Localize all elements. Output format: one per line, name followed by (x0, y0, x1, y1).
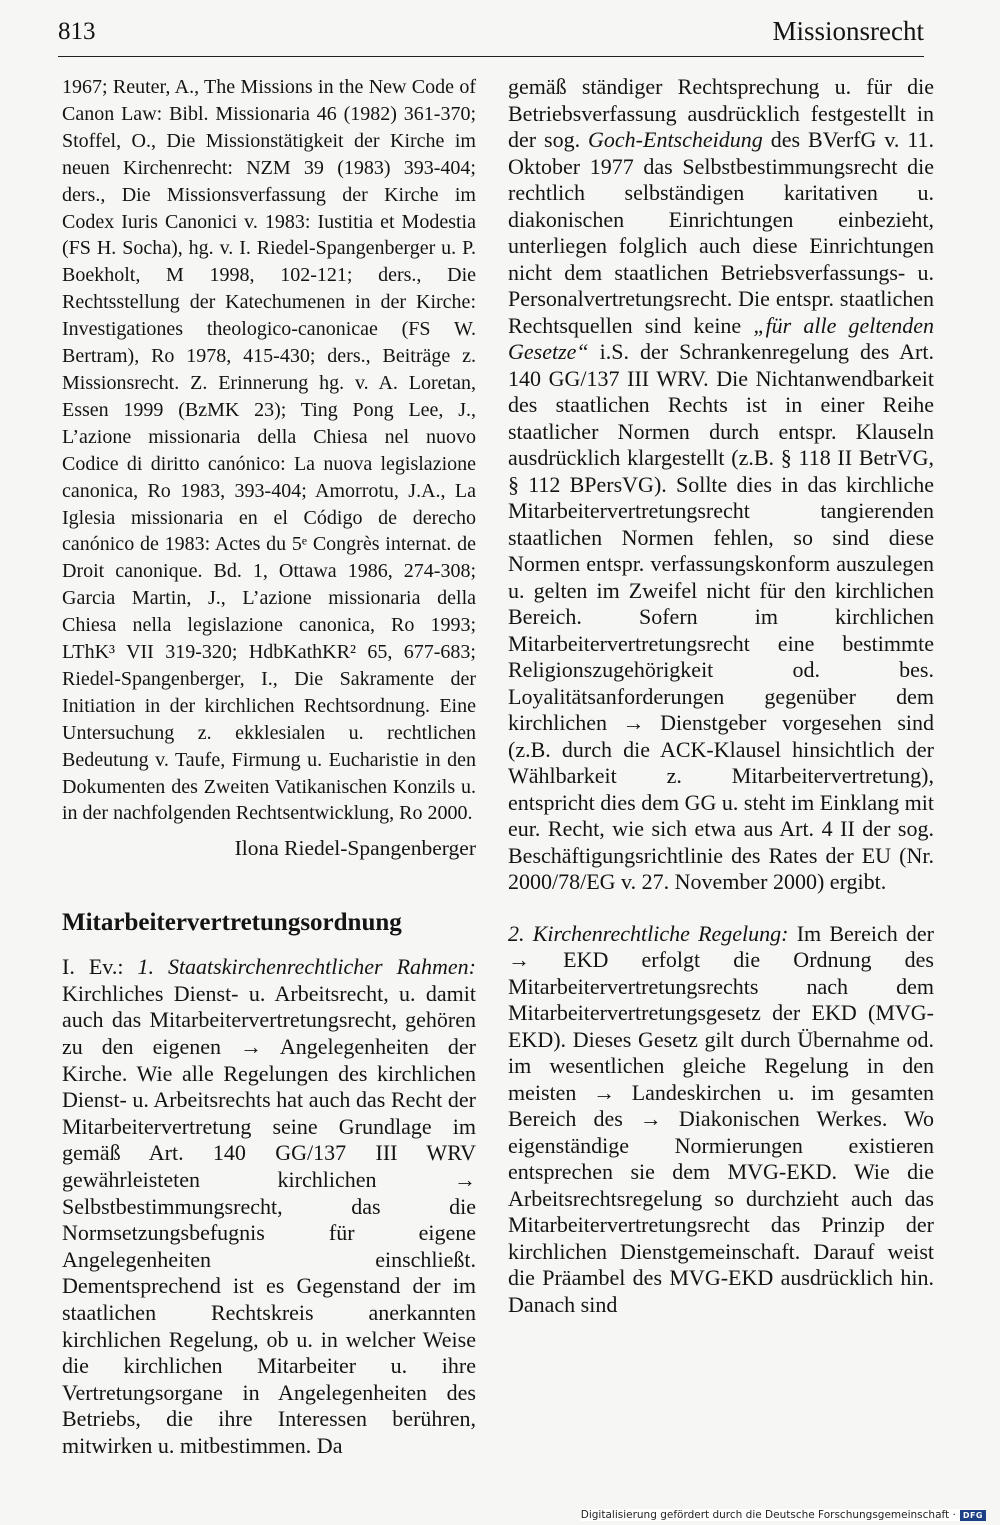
section-1-label: I. Ev.: (62, 954, 138, 980)
footer-text: Digitalisierung gefördert durch die Deutsche Forschungsgemeinschaft · (580, 1509, 956, 1521)
right-text-1: gemäß ständiger Rechtsprechung u. für die Betriebsverfassung ausdrücklich festgestellt in der sog. (508, 74, 934, 152)
section-1-text: Kirchliches Dienst- u. Arbeitsrecht, u. damit auch das Mitarbeitervertretungsrecht, gehören zu den eigenen → Angelegenheiten der Kirche. Wie alle Regelungen des kirchlichen Dienst- u. Arbeitsrechts hat auch das Recht der Mitarbeitervertretung seine Grundlage im gemäß Art. 140 GG/137 III WRV gewährleisteten kirchlichen → Selbstbestimmungsrecht, das die Normsetzungsbefugnis für eigene Angelegenheiten einschließt. Dementsprechend ist es Gegenstand der im staatlichen Rechtskreis anerkannten kirchlichen Regelung, ob u. in welcher Weise die kirchlichen Mitarbeiter u. ihre Vertretungsorgane in Angelegenheiten des Betriebs, die ihre Interessen berühren, mitwirken u. mitbestimmen. Da (62, 980, 476, 1458)
article-title: Mitarbeitervertretungsordnung (62, 909, 402, 937)
dfg-logo: DFG (960, 1510, 986, 1521)
footer-credit (581, 1509, 986, 1521)
goch-entscheidung: Goch-Entscheidung (588, 127, 763, 152)
section-2-paragraph (508, 921, 934, 1319)
left-column (62, 74, 476, 1460)
right-text-2: des BVerfG v. 11. Oktober 1977 das Selbstbestimmungsrecht die rechtlich selbständigen karitativen u. diakonischen Einrichtungen einbezieht, unterliegen folglich auch diese Einrichtungen nicht dem staatlichen Betriebsverfassungs- u. Personalvertretungsrecht. Die entspr. staatlichen Rechtsquellen sind keine (508, 127, 935, 338)
section-2-text: Im Bereich der → EKD erfolgt die Ordnung des Mitarbeitervertretungsrechts nach dem Mitarbeitervertretungsgesetz der EKD (MVG-EKD). Dieses Gesetz gilt durch Übernahme od. im wesentlichen gleiche Regelung in den meisten → Landeskirchen u. im gesamten Bereich des → Diakonischen Werkes. Wo eigenständige Normierungen existieren entsprechen sie dem MVG-EKD. Wie die Arbeitsrechtsregelung so durchzieht auch das Mitarbeitervertretungsrecht das Prinzip der kirchlichen Dienstgemeinschaft. Darauf weist die Präambel des MVG-EKD ausdrücklich hin. Danach sind (508, 920, 935, 1317)
page-number: 813 (58, 18, 96, 45)
page-header (58, 16, 924, 57)
bibliography-text: 1967; Reuter, A., The Missions in the New Code of Canon Law: Bibl. Missionaria 46 (1982) 361-370; Stoffel, O., Die Missionstätigkeit der Kirche im neuen Kirchenrecht: NZM 39 (1983) 393-404; ders., Die Missionsverfassung der Kirche im Codex Iuris Canonici v. 1983: Iustitia et Modestia (FS H. Socha), hg. v. I. Riedel-Spangenberger u. P. Boekholt, M 1998, 102-121; ders., Die Rechtsstellung der Katechumenen in der Kirche: Investigationes theologico-canonicae (FS W. Bertram), Ro 1978, 415-430; ders., Beiträge z. Missionsrecht. Z. Erinnerung hg. v. A. Loretan, Essen 1999 (BzMK 23); Ting Pong Lee, J., L’azione missionaria della Chiesa nel nuovo Codice di diritto canónico: La nuova legislazione canonica, Ro 1983, 393-404; Amorrotu, J.A., La Iglesia missionaria en el Código de derecho canónico de 1983: Actes du 5ᵉ Congrès internat. de Droit canonique. Bd. 1, Ottawa 1986, 274-308; Garcia Martin, J., L’azione missionaria della Chiesa nella legislazione canonica, Ro 1993; LThK³ VII 319-320; HdbKathKR² 65, 677-683; Riedel-Spangenberger, I., Die Sakramente der Initiation in der kirchlichen Rechtsordnung. Eine Untersuchung z. ekklesialen u. rechtlichen Bedeutung v. Taufe, Firmung u. Eucharistie in den Dokumenten des Zweiten Vatikanischen Konzils u. in der nachfolgenden Rechtsentwicklung, Ro 2000. (62, 76, 476, 825)
right-text-3: i.S. der Schrankenregelung des Art. 140 GG/137 III WRV. Die Nichtanwendbarkeit des staatlichen Rechts ist in einer Reihe staatlicher Normen durch entspr. Klauseln ausdrücklich klargestellt (z.B. § 118 II BetrVG, § 112 BPersVG). Sollte dies in das kirchliche Mitarbeitervertretungsrecht tangierenden staatlichen Normen fehlen, so sind diese Normen entspr. verfassungskonform auszulegen u. gelten im Zweifel nicht für den kirchlichen Bereich. Sofern im kirchlichen Mitarbeitervertretungsrecht eine bestimmte Religionszugehörigkeit od. bes. Loyalitätsanforderungen gegenüber dem kirchlichen → Dienstgeber vorgesehen sind (z.B. durch die ACK-Klausel hinsichtlich der Wählbarkeit z. Mitarbeitervertretung), entspricht dies dem GG u. steht im Einklang mit eur. Recht, wie sich etwa aus Art. 4 II der sog. Beschäftigungsrichtlinie des Rates der EU (Nr. 2000/78/EG v. 27. November 2000) ergibt. (508, 339, 934, 894)
section-1-heading: 1. Staatskirchenrechtlicher Rahmen: (137, 954, 477, 980)
quoted-phrase: „für alle geltenden Gesetze“ (508, 312, 934, 364)
section-1-paragraph (62, 954, 476, 1459)
right-column-paragraph (508, 74, 934, 896)
running-head: Missionsrecht (772, 16, 924, 46)
section-2-heading: 2. Kirchenrechtliche Regelung: (508, 920, 789, 946)
right-column (508, 74, 934, 1318)
bibliography-author: Ilona Riedel-Spangenberger (234, 836, 476, 861)
